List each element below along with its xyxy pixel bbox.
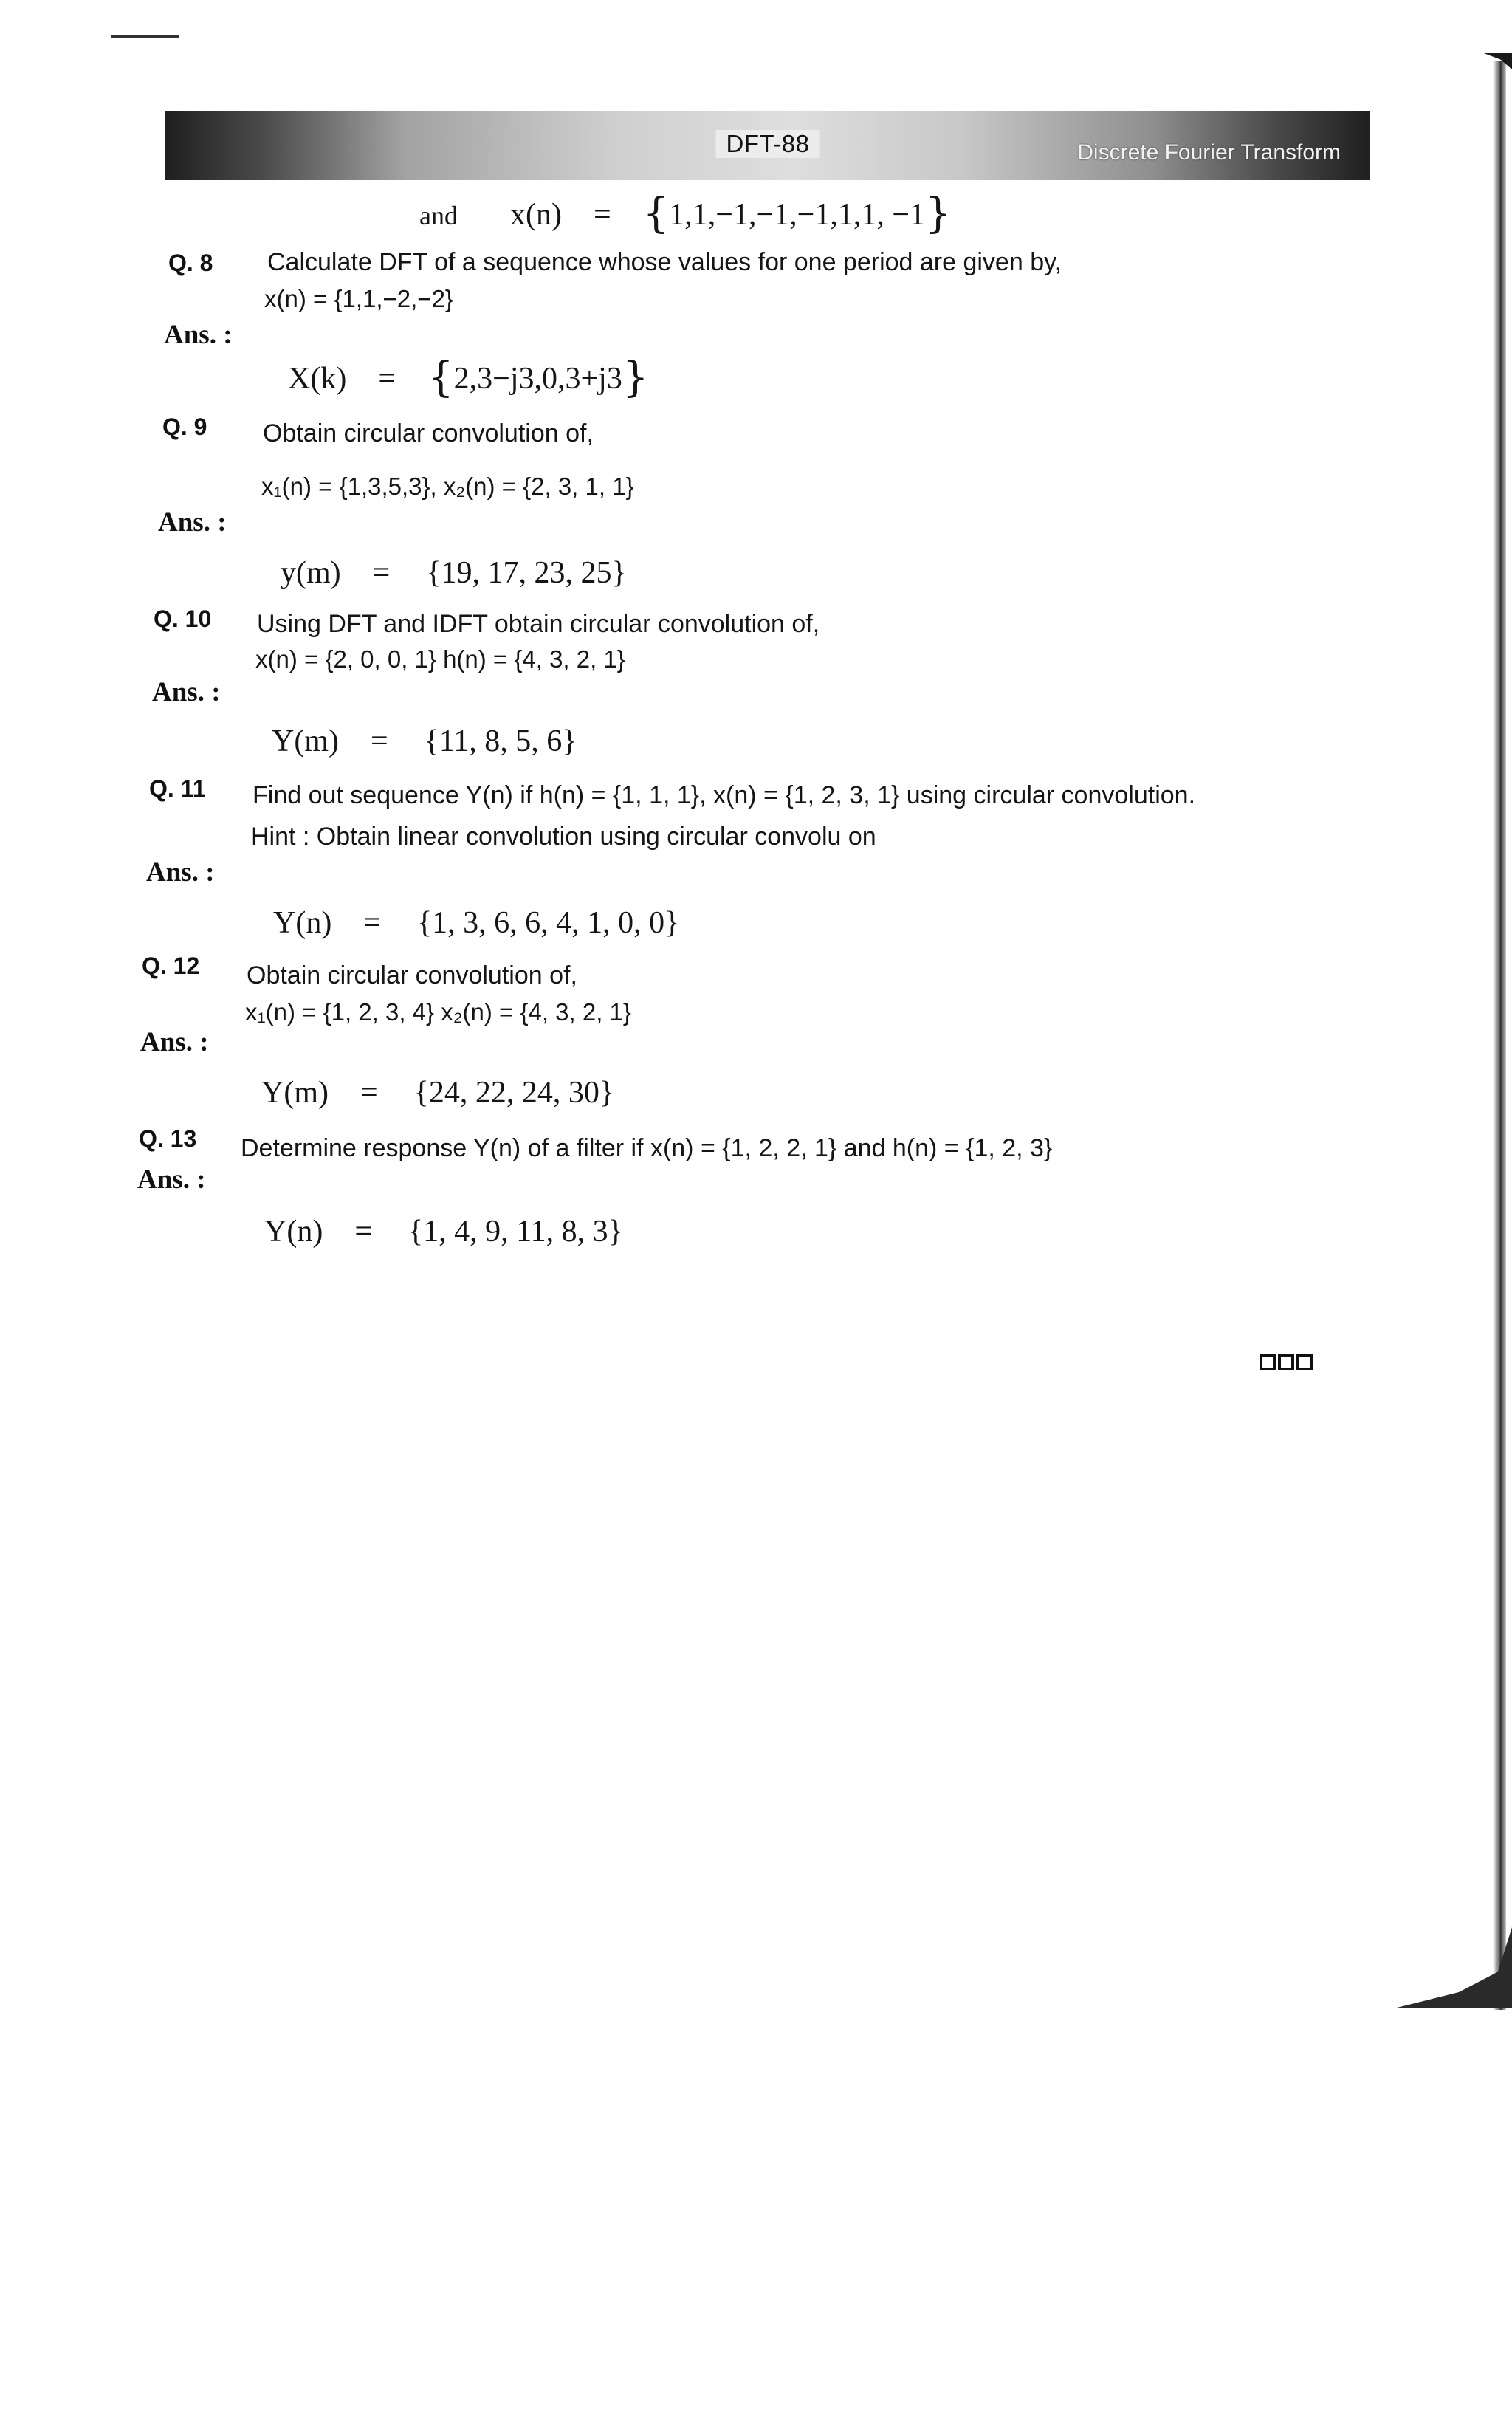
answer-label: Ans. : (164, 320, 233, 350)
answer-label: Ans. : (152, 677, 221, 707)
answer-equation (288, 354, 649, 402)
question-text: Find out sequence Y(n) if h(n) = {1, 1, 1}, x(n) = {1, 2, 3, 1} using circular convolution. (252, 781, 1196, 809)
question-label: Q. 12 (142, 953, 200, 979)
answer-eq: = (378, 362, 396, 396)
top-margin-rule (111, 35, 179, 38)
close-brace: } (622, 354, 649, 402)
question-text: Using DFT and IDFT obtain circular convolution of, (257, 610, 820, 638)
end-mark-box (1278, 1354, 1294, 1370)
question-text: Determine response Y(n) of a filter if x(n) = {1, 2, 2, 1} and h(n) = {1, 2, 3} (241, 1134, 1053, 1162)
intro-values: 1,1,−1,−1,−1,1,1, −1 (669, 198, 926, 232)
answer-equation (272, 724, 577, 759)
answer-eq: = (372, 556, 391, 590)
answer-lhs: Y(m) (272, 724, 339, 758)
end-mark-box (1296, 1354, 1313, 1370)
answer-eq: = (360, 1076, 378, 1110)
answer-equation (264, 1214, 623, 1249)
question-text: Obtain circular convolution of, (263, 419, 594, 447)
answer-values: 2,3−j3,0,3+j3 (453, 362, 622, 396)
question-given: x₁(n) = {1,3,5,3}, x₂(n) = {2, 3, 1, 1} (261, 473, 634, 500)
intro-prefix: and (419, 201, 458, 230)
answer-label: Ans. : (158, 507, 227, 538)
question-given: x(n) = {2, 0, 0, 1} h(n) = {4, 3, 2, 1} (255, 645, 625, 673)
answer-eq: = (363, 906, 381, 940)
question-text: Obtain circular convolution of, (247, 961, 577, 989)
question-label: Q. 8 (168, 250, 213, 276)
chapter-title: Discrete Fourier Transform (1077, 140, 1341, 165)
question-given: x(n) = {1,1,−2,−2} (264, 285, 453, 312)
question-given: x₁(n) = {1, 2, 3, 4} x₂(n) = {4, 3, 2, 1} (245, 998, 631, 1026)
answer-values: {24, 22, 24, 30} (413, 1076, 614, 1110)
answer-equation (281, 555, 627, 591)
answer-eq: = (370, 724, 388, 758)
end-of-chapter-marks (1260, 1354, 1313, 1370)
question-label: Q. 11 (149, 775, 206, 802)
answer-values: {1, 3, 6, 6, 4, 1, 0, 0} (417, 906, 680, 940)
answer-equation (261, 1075, 614, 1111)
answer-label: Ans. : (146, 857, 215, 888)
answer-lhs: X(k) (288, 362, 347, 396)
intro-eq: = (593, 198, 611, 232)
question-text: Calculate DFT of a sequence whose values for one period are given by, (267, 248, 1062, 276)
answer-label: Ans. : (140, 1027, 209, 1057)
page-header (165, 111, 1370, 180)
open-brace: { (642, 190, 670, 238)
answer-values: {19, 17, 23, 25} (426, 556, 627, 590)
page-number: DFT-88 (715, 130, 819, 158)
question-label: Q. 10 (154, 605, 212, 632)
question-label: Q. 13 (139, 1125, 197, 1152)
open-brace: { (427, 354, 454, 402)
answer-lhs: Y(n) (264, 1215, 323, 1249)
end-mark-box (1260, 1354, 1276, 1370)
question-hint: Hint : Obtain linear convolution using circular convolu on (251, 823, 876, 851)
question-label: Q. 9 (162, 413, 207, 440)
answer-lhs: Y(n) (273, 906, 332, 940)
answer-lhs: Y(m) (261, 1076, 329, 1110)
answer-label: Ans. : (137, 1164, 206, 1195)
answer-values: {11, 8, 5, 6} (424, 724, 577, 758)
book-spine-edge (1493, 61, 1506, 2010)
close-brace: } (925, 190, 952, 238)
answer-values: {1, 4, 9, 11, 8, 3} (408, 1215, 623, 1249)
answer-eq: = (354, 1215, 372, 1249)
answer-lhs: y(m) (281, 556, 341, 590)
intro-equation (419, 190, 952, 238)
intro-lhs: x(n) (509, 198, 562, 232)
answer-equation (273, 905, 679, 941)
